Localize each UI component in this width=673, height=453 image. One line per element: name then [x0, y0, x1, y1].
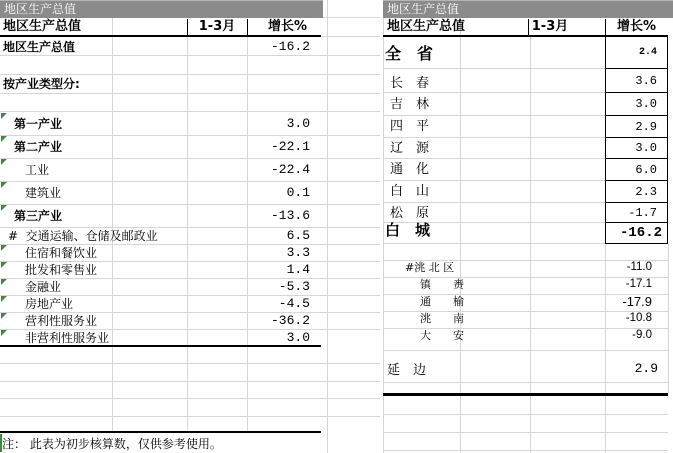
- cell-label[interactable]: 松 原: [390, 205, 430, 221]
- error-indicator-icon: [1, 159, 7, 165]
- cell-value[interactable]: -16.2: [270, 38, 310, 54]
- cell-value[interactable]: -36.2: [270, 313, 310, 328]
- header-separator: [528, 19, 529, 35]
- grid-line: [112, 18, 113, 431]
- left-header-growth[interactable]: 增长%: [267, 19, 308, 34]
- grid-line: [383, 68, 605, 69]
- cell-value[interactable]: -22.4: [270, 162, 310, 177]
- table-border: [0, 431, 321, 433]
- error-indicator-icon: [1, 313, 7, 319]
- cell-value[interactable]: 2.9: [634, 360, 658, 376]
- cell-label[interactable]: 白 山: [390, 183, 430, 199]
- cell-label[interactable]: 通 榆: [420, 295, 464, 308]
- grid-line: [0, 363, 380, 364]
- footnote-cell[interactable]: 注： 此表为初步核算数，仅供参考使用。: [2, 436, 222, 451]
- cell-label[interactable]: 金融业: [25, 280, 62, 294]
- cell-value[interactable]: -5.3: [278, 279, 310, 294]
- cell-value[interactable]: 6.5: [286, 228, 310, 243]
- cell-label[interactable]: 延 边: [387, 362, 427, 378]
- cell-label[interactable]: 按产业类型分:: [3, 76, 80, 91]
- cell-label[interactable]: 白 城: [385, 221, 431, 239]
- table-border: [0, 345, 321, 347]
- cell-value[interactable]: -16.2: [605, 222, 668, 244]
- error-indicator-icon: [1, 245, 7, 251]
- right-sheet-title-bar[interactable]: 地区生产总值: [383, 0, 673, 18]
- cell-label[interactable]: # 交通运输、仓储及邮政业: [8, 229, 158, 243]
- cell-value[interactable]: 3.0: [605, 137, 668, 159]
- cell-value[interactable]: -11.0: [626, 261, 652, 273]
- error-indicator-icon: [1, 330, 7, 336]
- cell-label[interactable]: #洮 北 区: [405, 261, 455, 274]
- header-separator: [605, 19, 606, 35]
- cell-value[interactable]: 2.4: [605, 36, 668, 69]
- cell-label[interactable]: 房地产业: [25, 297, 74, 311]
- cell-value[interactable]: 6.0: [605, 158, 668, 181]
- cell-label[interactable]: 非营利性服务业: [25, 331, 110, 345]
- grid-line: [0, 398, 380, 399]
- cell-value[interactable]: 3.0: [286, 330, 310, 345]
- cell-value[interactable]: 3.6: [605, 68, 668, 93]
- cell-label[interactable]: 第一产业: [14, 117, 63, 131]
- grid-line: [327, 0, 328, 453]
- right-header-period[interactable]: 1-3月: [531, 19, 569, 34]
- cell-label[interactable]: 镇 赉: [420, 278, 464, 291]
- left-header-label[interactable]: 地区生产总值: [3, 19, 82, 34]
- table-border: [0, 35, 321, 37]
- error-indicator-icon: [1, 113, 7, 119]
- cell-value[interactable]: -17.1: [625, 278, 652, 290]
- table-border: [383, 35, 668, 37]
- cell-value[interactable]: 2.3: [605, 180, 668, 203]
- cell-value[interactable]: -13.6: [270, 208, 310, 223]
- error-indicator-icon: [1, 205, 7, 211]
- cell-label[interactable]: 建筑业: [25, 186, 62, 200]
- cell-label[interactable]: 四 平: [390, 118, 430, 134]
- cell-label[interactable]: 第二产业: [14, 140, 63, 154]
- cell-value[interactable]: -17.9: [622, 293, 652, 309]
- grid-line: [0, 158, 380, 159]
- error-indicator-icon: [1, 182, 7, 188]
- grid-line: [383, 350, 668, 351]
- right-header-growth[interactable]: 增长%: [616, 19, 657, 34]
- error-indicator-icon: [1, 279, 7, 285]
- grid-line: [0, 381, 380, 382]
- cell-label[interactable]: 全 省: [385, 43, 434, 63]
- grid-line: [383, 382, 668, 383]
- cell-value[interactable]: 1.4: [286, 262, 310, 277]
- grid-line: [383, 432, 668, 433]
- grid-line: [321, 36, 380, 37]
- cell-value[interactable]: 3.0: [605, 92, 668, 116]
- cell-value[interactable]: 0.1: [286, 185, 310, 200]
- cell-label[interactable]: 吉 林: [390, 96, 430, 112]
- cell-value[interactable]: 3.3: [286, 245, 310, 260]
- cell-value[interactable]: -22.1: [270, 139, 310, 154]
- cell-label[interactable]: 长 春: [390, 75, 430, 91]
- grid-line: [383, 243, 605, 244]
- error-indicator-icon: [1, 136, 7, 142]
- right-header-label[interactable]: 地区生产总值: [387, 19, 466, 34]
- cell-value[interactable]: 3.0: [286, 116, 310, 131]
- grid-line: [187, 37, 188, 431]
- grid-line: [323, 17, 380, 18]
- grid-line: [0, 55, 380, 56]
- error-indicator-icon: [1, 296, 7, 302]
- grid-line: [383, 450, 668, 451]
- cell-label[interactable]: 批发和零售业: [25, 263, 98, 277]
- grid-line: [0, 93, 380, 94]
- header-separator: [247, 19, 248, 35]
- cell-label[interactable]: 通 化: [390, 161, 430, 177]
- cell-label[interactable]: 住宿和餐饮业: [25, 246, 98, 260]
- grid-line: [530, 37, 531, 453]
- grid-line: [383, 18, 384, 453]
- grid-line: [460, 18, 461, 453]
- table-border: [383, 393, 668, 396]
- cell-label[interactable]: 辽 源: [390, 140, 430, 156]
- error-indicator-icon: [1, 262, 7, 268]
- cell-label[interactable]: 第三产业: [14, 209, 63, 223]
- grid-line: [668, 244, 669, 393]
- cell-value[interactable]: -4.5: [278, 296, 310, 311]
- header-separator: [187, 19, 188, 35]
- cell-value[interactable]: -1.7: [605, 202, 668, 223]
- grid-line: [383, 414, 668, 415]
- cell-value[interactable]: -9.0: [632, 329, 652, 341]
- cell-value[interactable]: -10.8: [625, 312, 652, 324]
- left-sheet-title-bar[interactable]: 地区生产总值: [0, 0, 323, 18]
- left-header-period[interactable]: 1-3月: [198, 19, 236, 34]
- cell-label[interactable]: 营利性服务业: [25, 314, 98, 328]
- cell-label[interactable]: 大 安: [420, 329, 464, 342]
- cell-label[interactable]: 地区生产总值: [3, 39, 76, 54]
- cell-label[interactable]: 工业: [25, 163, 50, 177]
- grid-line: [0, 416, 380, 417]
- cell-label[interactable]: 洮 南: [420, 312, 464, 325]
- cell-value[interactable]: 2.9: [605, 115, 668, 138]
